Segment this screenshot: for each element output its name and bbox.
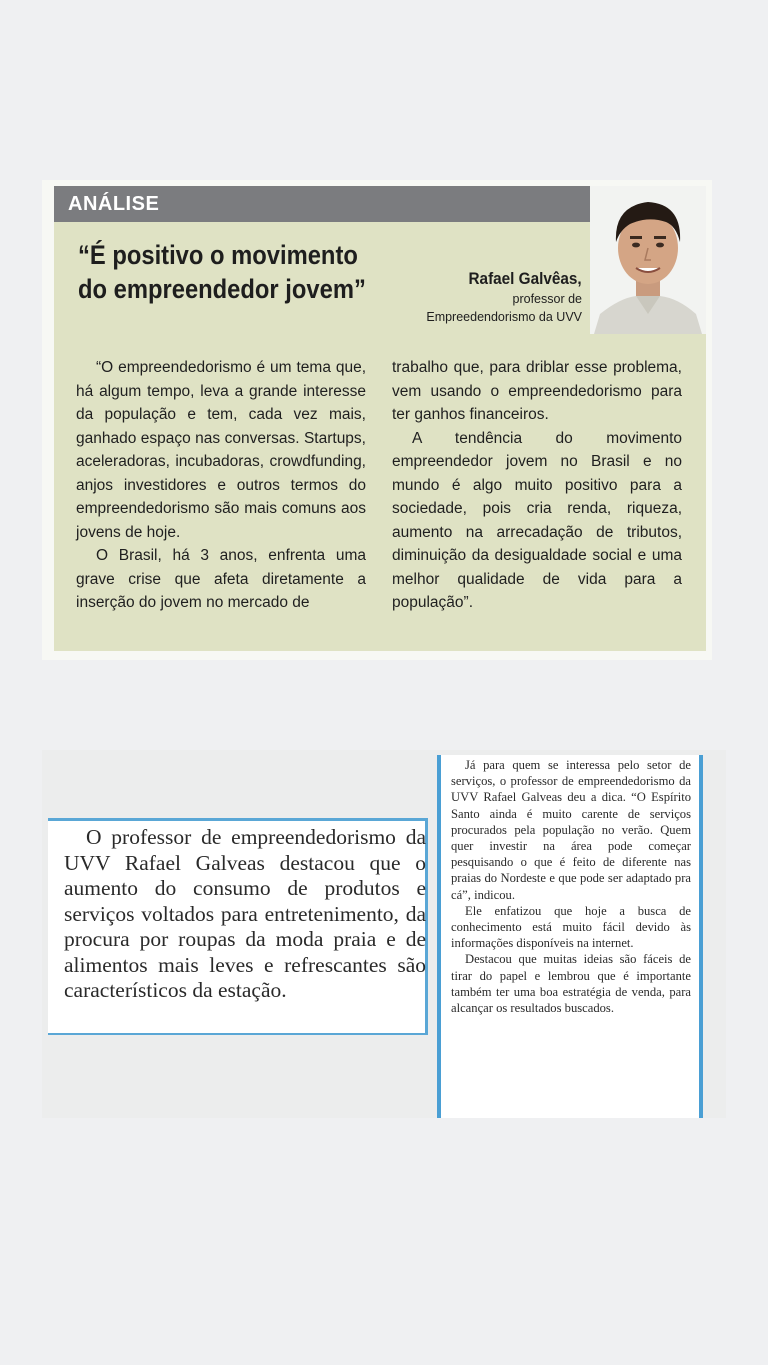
paragraph: O Brasil, há 3 anos, enfrenta uma grave crise que afeta diretamente a inserção do jovem no mercado de bbox=[76, 547, 366, 611]
paragraph: Ele enfatizou que hoje a busca de conhecimento está muito fácil devido às informações disponíveis na internet. bbox=[451, 903, 691, 951]
analysis-panel bbox=[54, 186, 706, 651]
clipping-text bbox=[451, 757, 691, 1016]
author-photo bbox=[590, 186, 706, 334]
column-box bbox=[437, 755, 703, 1118]
highlighted-quote-box bbox=[48, 818, 428, 1035]
paragraph: trabalho que, para driblar esse problema, vem usando o empreendedorismo para ter ganhos financeiros. bbox=[392, 359, 682, 423]
section-label: ANÁLISE bbox=[54, 186, 590, 222]
author-name: Rafael Galvêas, bbox=[468, 269, 582, 288]
newspaper-clipping-right bbox=[434, 750, 726, 1118]
paragraph: Destacou que muitas ideias são fáceis de tirar do papel e lembrou que é importante também ter uma boa estratégia de venda, para alcançar os resultados buscados. bbox=[451, 952, 691, 1016]
author-role-line1: professor de bbox=[512, 292, 582, 306]
paragraph: O professor de empreendedorismo da UVV Rafael Galveas destacou que o aumento do consumo de produtos e serviços voltados para entretenimento, da procura por roupas da moda praia e de alimentos mais leves e refrescantes são característicos da estação. bbox=[64, 825, 426, 1002]
author-role-line2: Empreedendorismo da UVV bbox=[426, 310, 582, 324]
newspaper-clipping-left bbox=[42, 750, 434, 1118]
paragraph: Já para quem se interessa pelo setor de serviços, o professor de empreendedorismo da UVV Rafael Galveas deu a dica. “O Espírito Santo ainda é muito carente de serviços procurados pela população no verão. Quem quer investir na área pode começar pesquisando o que é feito de diferente nas praias do Nordeste e que pode ser adaptado pra cá”, indicou. bbox=[451, 758, 691, 902]
article-column-left bbox=[76, 356, 366, 615]
article-column-right bbox=[392, 356, 682, 615]
author-byline bbox=[426, 268, 582, 326]
clipping-text bbox=[64, 825, 426, 1004]
paragraph: “O empreendedorismo é um tema que, há algum tempo, leva a grande interesse da população e tem, cada vez mais, ganhado espaço nas conversas. Startups, aceleradoras, incubadoras, crowdfunding, anjos investidores e outros termos do empreendedorismo são mais comuns aos jovens de hoje. bbox=[76, 359, 366, 541]
headline: “É positivo o movimento do empreendedor jovem” bbox=[78, 240, 366, 304]
analysis-clipping bbox=[42, 180, 712, 660]
paragraph: A tendência do movimento empreendedor jovem no Brasil e no mundo é algo muito positivo para a sociedade, pois cria renda, riqueza, aumento na arrecadação de tributos, diminuição da desigualdade social e uma melhor qualidade de vida para a população”. bbox=[392, 429, 682, 611]
